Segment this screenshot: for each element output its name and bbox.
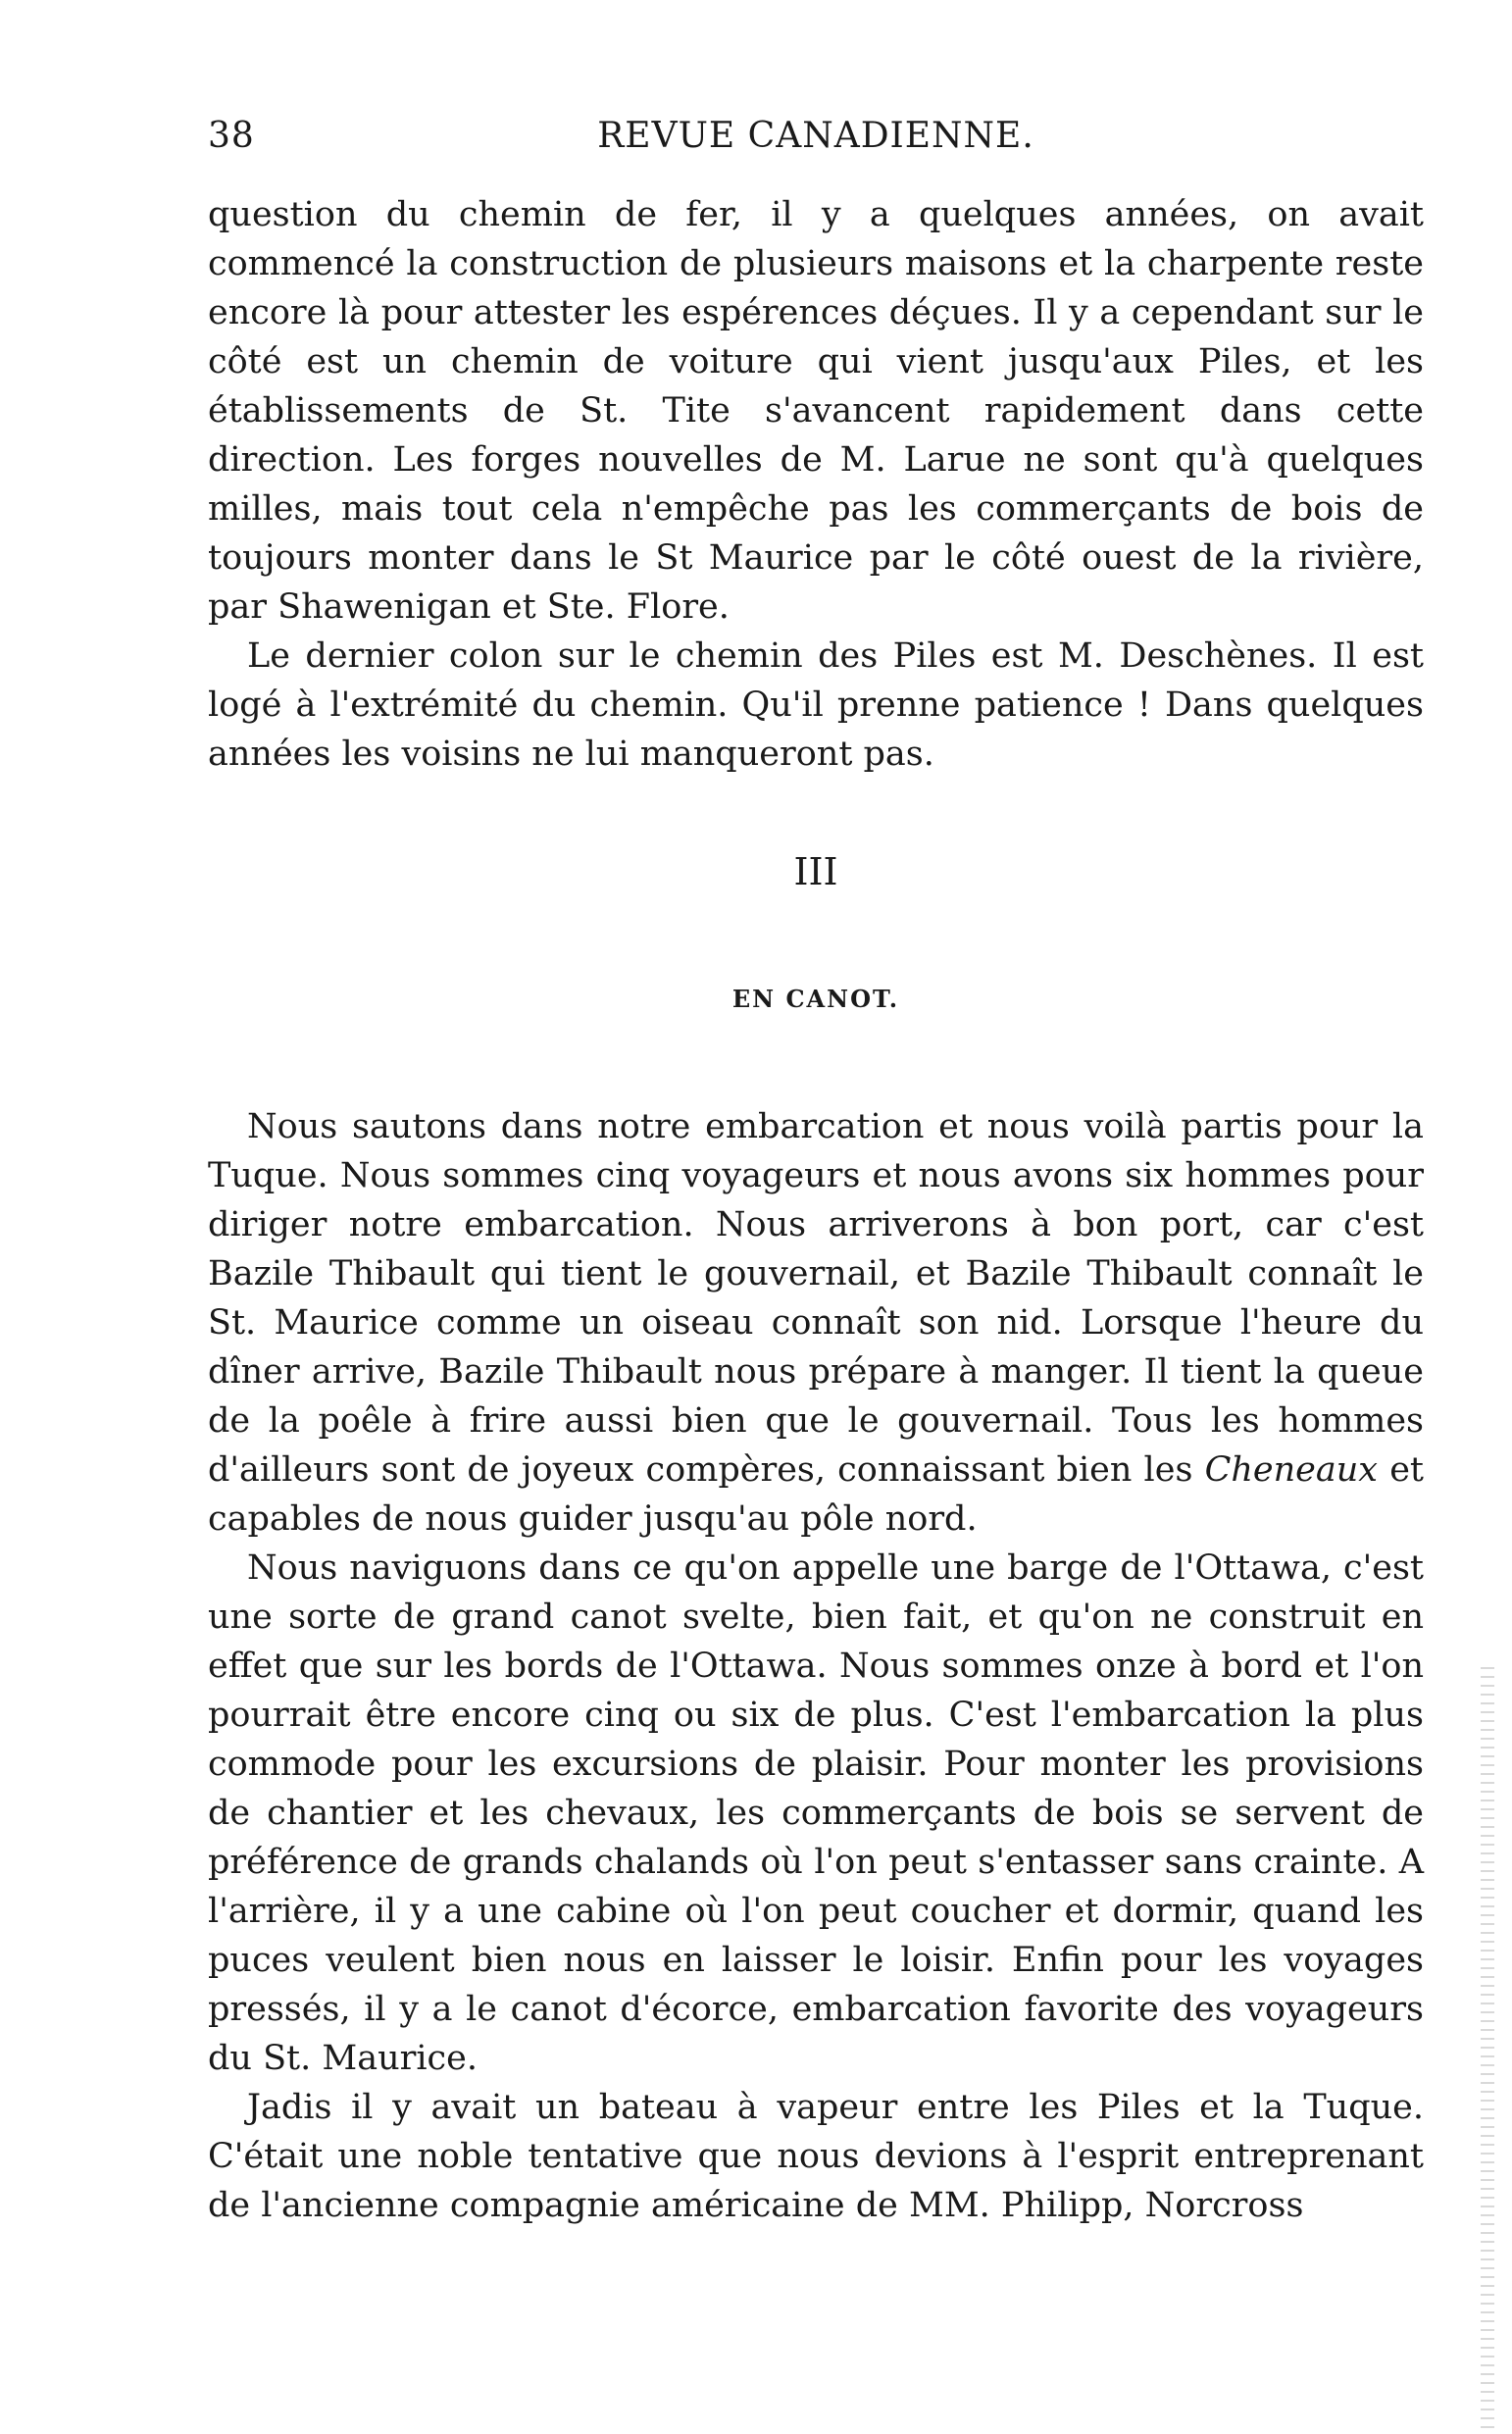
article-body bbox=[208, 190, 1424, 2230]
page bbox=[208, 108, 1424, 2230]
paragraph bbox=[208, 1102, 1424, 1544]
paragraph-text: Nous sautons dans notre embarcation et nous voilà partis pour la Tuque. Nous sommes cinq voyageurs et nous avons six hommes pour diriger notre embarcation. Nous arriverons à bon port, car c'est Bazile Thibault qui tient le gouvernail, et Bazile Thibault connaît le St. Maurice comme un oiseau connaît son nid. Lorsque l'heure du dîner arrive, Bazile Thibault nous prépare à manger. Il tient la queue de la poêle à frire aussi bien que le gouvernail. Tous les hommes d'ailleurs sont de joyeux compères, connaissant bien les bbox=[208, 1107, 1424, 1490]
paragraph: question du chemin de fer, il y a quelques années, on avait commencé la construction de plusieurs maisons et la charpente reste encore là pour attester les espérences déçues. Il y a cependant sur le côté est un chemin de voiture qui vient jusqu'aux Piles, et les établissements de St. Tite s'avancent rapidement dans cette direction. Les forges nouvelles de M. Larue ne sont qu'à quelques milles, mais tout cela n'empêche pas les commerçants de bois de toujours monter dans le St Maurice par le côté ouest de la rivière, par Shawenigan et Ste. Flore. bbox=[208, 195, 1424, 627]
page-header bbox=[208, 108, 1424, 167]
scan-edge-artifact bbox=[1481, 1667, 1494, 2432]
page-number: 38 bbox=[208, 116, 255, 156]
running-title: REVUE CANADIENNE. bbox=[597, 116, 1034, 156]
italic-term: Cheneaux bbox=[1204, 1450, 1379, 1490]
section-title: EN CANOT. bbox=[731, 985, 900, 1013]
paragraph: Le dernier colon sur le chemin des Piles est M. Deschènes. Il est logé à l'extrémité du chemin. Qu'il prenne patience ! Dans quelques années les voisins ne lui manqueront pas. bbox=[208, 636, 1424, 774]
paragraph-text: et capables de nous guider jusqu'au pôle nord. bbox=[208, 1450, 1424, 1539]
section-number: III bbox=[793, 850, 838, 893]
paragraph: Jadis il y avait un bateau à vapeur entre les Piles et la Tuque. C'était une noble tentative que nous devions à l'esprit entreprenant de l'ancienne compagnie américaine de MM. Philipp, Norcross bbox=[208, 2088, 1424, 2225]
paragraph: Nous naviguons dans ce qu'on appelle une barge de l'Ottawa, c'est une sorte de grand canot svelte, bien fait, et qu'on ne construit en effet que sur les bords de l'Ottawa. Nous sommes onze à bord et l'on pourrait être encore cinq ou six de plus. C'est l'embarcation la plus commode pour les excursions de plaisir. Pour monter les provisions de chantier et les chevaux, les commerçants de bois se servent de préférence de grands chalands où l'on peut s'entasser sans crainte. A l'arrière, il y a une cabine où l'on peut coucher et dormir, quand les puces veulent bien nous en laisser le loisir. Enfin pour les voyages pressés, il y a le canot d'écorce, embarcation favorite des voyageurs du St. Maurice. bbox=[208, 1548, 1424, 2078]
